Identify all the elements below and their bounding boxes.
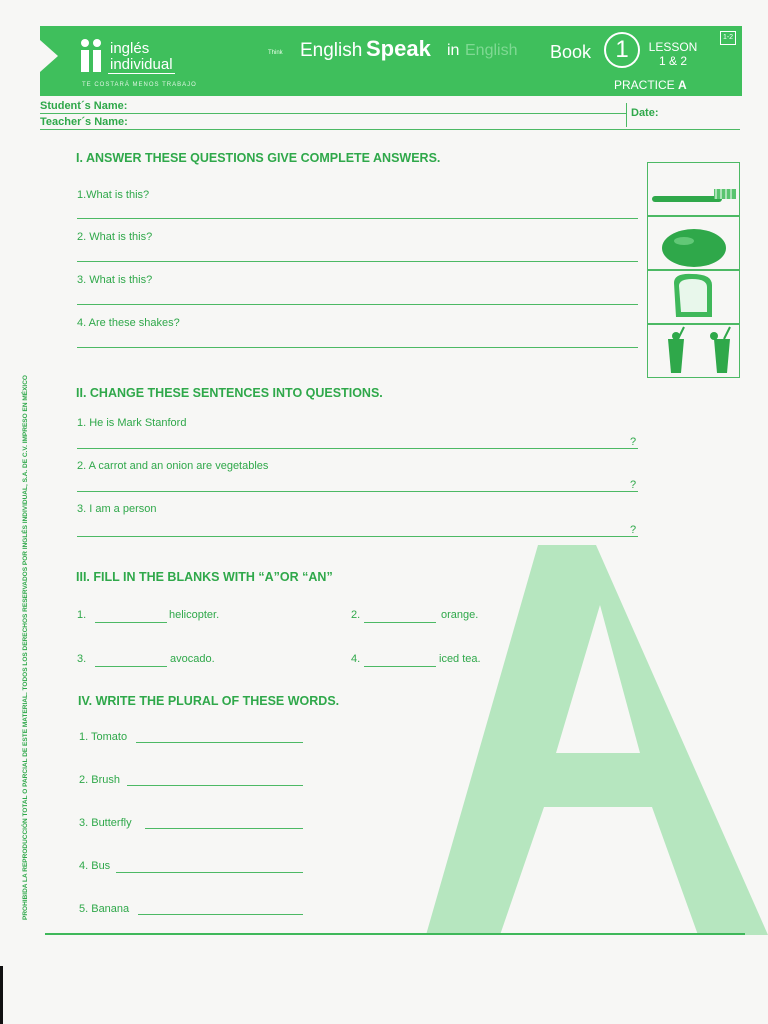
- answer-line-4[interactable]: [77, 347, 638, 348]
- sentence-2: 2. A carrot and an onion are vegetables: [77, 460, 269, 472]
- avocado-icon: [648, 217, 739, 269]
- shakes-icon: [648, 325, 739, 377]
- qmark-3: ?: [630, 524, 637, 536]
- ghost-english-label: English: [465, 42, 518, 59]
- bottom-rule: [45, 933, 745, 935]
- lesson-block: [644, 40, 702, 68]
- picture-box-2: [647, 216, 740, 270]
- logo-line1: inglés: [110, 40, 150, 57]
- english-label: English: [300, 40, 363, 61]
- student-name-line[interactable]: [40, 113, 626, 114]
- question-line-3[interactable]: [77, 536, 638, 537]
- banner-notch: [40, 40, 58, 72]
- blank-line-1[interactable]: [95, 622, 167, 623]
- date-label: Date:: [631, 107, 659, 119]
- book-label: Book: [550, 42, 592, 62]
- section1-title: I. ANSWER THESE QUESTIONS GIVE COMPLETE ANSWERS.: [76, 151, 441, 165]
- student-name-label: Student´s Name:: [40, 100, 128, 112]
- blank-word-1: helicopter.: [169, 609, 220, 621]
- corner-box: 1-2: [720, 31, 736, 45]
- plural-line-1[interactable]: [136, 742, 303, 743]
- speak-label: Speak: [366, 36, 431, 61]
- header-banner: [40, 26, 742, 96]
- teacher-name-line[interactable]: [40, 129, 740, 130]
- practice-text: PRACTICE: [614, 78, 675, 92]
- qmark-1: ?: [630, 436, 637, 448]
- picture-box-4: [647, 324, 740, 378]
- plural-line-5[interactable]: [138, 914, 303, 915]
- plural-word-3: 3. Butterfly: [79, 817, 132, 829]
- logo-icon: [78, 38, 104, 74]
- section4-title: IV. WRITE THE PLURAL OF THESE WORDS.: [78, 694, 340, 708]
- copyright-side-text: PROHIBIDA LA REPRODUCCIÓN TOTAL O PARCIAL DE ESTE MATERIAL. TODOS LOS DERECHOS RESERVADOS POR INGLÉS INDIVIDUAL, S.A. DE C.V. IMPRESO EN MÉXICO: [22, 375, 29, 920]
- plural-line-4[interactable]: [116, 872, 303, 873]
- section3-title: III. FILL IN THE BLANKS WITH “A”OR “AN”: [76, 570, 333, 584]
- blank-num-2: 2.: [351, 609, 361, 621]
- toothbrush-icon: [648, 163, 739, 215]
- answer-line-1[interactable]: [77, 218, 638, 219]
- blank-num-4: 4.: [351, 653, 361, 665]
- answer-line-2[interactable]: [77, 261, 638, 262]
- question-line-1[interactable]: [77, 448, 638, 449]
- logo-line2: individual: [110, 56, 173, 73]
- plural-word-5: 5. Banana: [79, 903, 130, 915]
- bread-slice-icon: [648, 271, 739, 323]
- question-2: 2. What is this?: [77, 231, 153, 243]
- sentence-3: 3. I am a person: [77, 503, 157, 515]
- practice-label: [614, 78, 687, 92]
- blank-line-3[interactable]: [95, 666, 167, 667]
- blank-num-3: 3.: [77, 653, 87, 665]
- blank-line-2[interactable]: [364, 622, 436, 623]
- plural-word-2: 2. Brush: [79, 774, 120, 786]
- plural-word-4: 4. Bus: [79, 860, 111, 872]
- question-line-2[interactable]: [77, 491, 638, 492]
- scan-edge-mark: [0, 966, 3, 1024]
- section2-title: II. CHANGE THESE SENTENCES INTO QUESTIONS.: [76, 386, 383, 400]
- sentence-1: 1. He is Mark Stanford: [77, 417, 187, 429]
- in-label: in: [447, 42, 460, 59]
- blank-word-3: avocado.: [170, 653, 215, 665]
- lesson-label: LESSON: [648, 40, 698, 54]
- lesson-numbers: 1 & 2: [658, 54, 688, 68]
- answer-line-3[interactable]: [77, 304, 638, 305]
- plural-line-2[interactable]: [127, 785, 303, 786]
- question-1: 1.What is this?: [77, 189, 150, 201]
- plural-word-1: 1. Tomato: [79, 731, 128, 743]
- qmark-2: ?: [630, 479, 637, 491]
- blank-word-4: iced tea.: [439, 653, 481, 665]
- teacher-name-label: Teacher´s Name:: [40, 116, 128, 128]
- book-number: 1: [604, 32, 640, 68]
- blank-word-2: orange.: [441, 609, 479, 621]
- blank-num-1: 1.: [77, 609, 87, 621]
- question-3: 3. What is this?: [77, 274, 153, 286]
- question-4: 4. Are these shakes?: [77, 317, 180, 329]
- practice-letter: A: [678, 78, 687, 92]
- picture-box-1: [647, 162, 740, 216]
- watermark-letter-a: [420, 545, 768, 935]
- logo-tagline: TE COSTARÁ MENOS TRABAJO: [82, 82, 197, 88]
- blank-line-4[interactable]: [364, 666, 436, 667]
- picture-box-3: [647, 270, 740, 324]
- think-label: Think: [268, 50, 283, 56]
- date-divider: [626, 103, 627, 127]
- plural-line-3[interactable]: [145, 828, 303, 829]
